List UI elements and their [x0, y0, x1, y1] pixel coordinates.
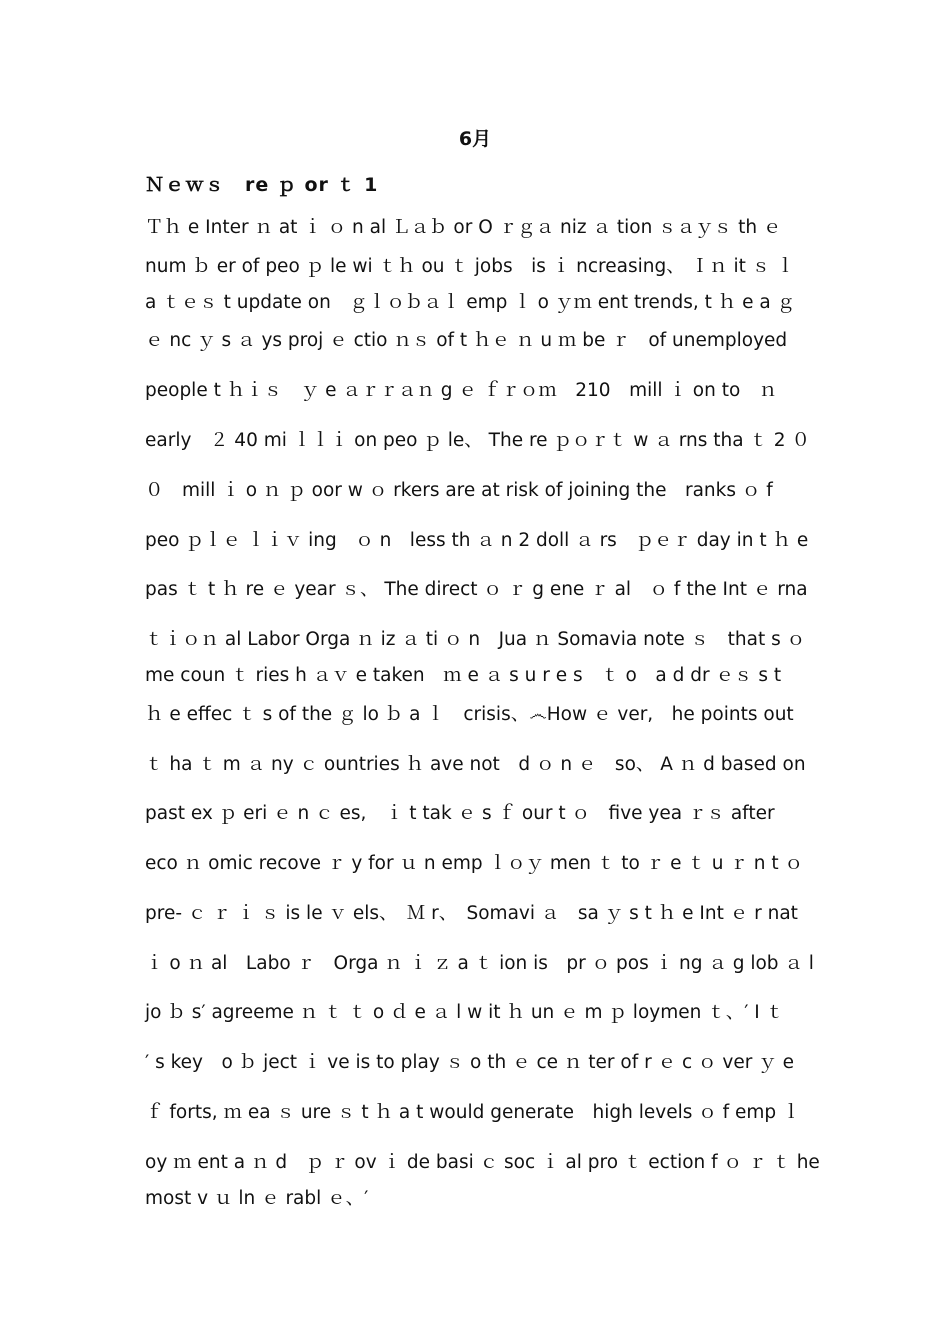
text-line: ｆ forts, ｍ ea ｓ ure ｓ t ｈ a t would generate high levels ｏ f emp ｌ — [145, 1102, 801, 1123]
text-line: ｔｉｏｎ al Labor Orga ｎ iz ａ ti ｏ n Jua ｎ Somavia note ｓ that s ｏ — [145, 629, 806, 650]
text-line: early ２ 40 mi ｌｌｉ on peo ｐ le、 The re ｐｏｒｔ w ａ rns tha ｔ 2 ０ — [145, 430, 810, 451]
text-line: pas ｔ t ｈ re ｅ year ｓ、 The direct ｏ ｒ g ene ｒ al ｏ f the Int ｅ rna — [145, 579, 808, 600]
text-line: people t ｈｉｓ ｙ e ａｒｒａｎ g ｅ ｆｒｏｍ 210 mill ｉ on to ｎ — [145, 380, 778, 401]
text-line: Ｔｈ e Inter ｎ at ｉ ｏ n al Ｌａｂ or O ｒｇａ niz ａ tion ｓａｙｓ th ｅ — [145, 217, 782, 238]
text-line: eco ｎ omic recove ｒ y for ｕ n emp ｌｏｙ men ｔ to ｒ e ｔ u ｒ n t ｏ — [145, 853, 803, 874]
text-line: ０ mill ｉ o ｎ ｐ oor w ｏ rkers are at risk of joining the ranks ｏ f — [145, 480, 773, 501]
text-line: ｉ o ｎ al Labo ｒ Orga ｎ ｉ ｚ a ｔ ion is pr ｏ pos ｉ ng ａ g lob ａ l — [145, 953, 814, 974]
text-line: jo ｂ s′ agreeme ｎ ｔ ｔ o ｄ e ａ l w it ｈ un ｅ m ｐ loymen ｔ、′ I ｔ — [145, 1002, 785, 1023]
section-heading: Ｎｅｗｓ re ｐ or ｔ 1 — [145, 174, 379, 196]
text-line: oy ｍ ent a ｎ d ｐ ｒ ov ｉ de basi ｃ soc ｉ al pro ｔ ection f ｏ ｒ ｔ he — [145, 1152, 820, 1173]
text-line: ｅ nc ｙ s ａ ys proj ｅ ctio ｎｓ of t ｈｅ ｎ u ｍ be ｒ of unemployed — [145, 330, 788, 351]
text-line: num ｂ er of peo ｐ le wi ｔｈ ou ｔ jobs is ｉ ncreasing、 Ｉｎ it ｓ ｌ — [145, 256, 795, 277]
text-line: peo ｐｌｅ ｌｉｖ ing ｏ n less th ａ n 2 doll ａ rs ｐｅｒ day in t ｈ e — [145, 530, 809, 551]
page-title: 6月 — [458, 128, 492, 150]
text-line: most v ｕ ln ｅ rabl ｅ、′ — [145, 1188, 369, 1209]
text-line: ′ s key o ｂ ject ｉ ve is to play ｓ o th ｅ ce ｎ ter of r ｅ c ｏ ver ｙ e — [145, 1052, 794, 1073]
text-line: me coun ｔ ries h ａｖ e taken ｍ e ａ s u r e s ｔ o a d dr ｅｓ s t — [145, 665, 782, 686]
text-line: pre- ｃ ｒ ｉ ｓ is le ｖ els、 Ｍ r、 Somavi ａ sa ｙ s t ｈ e Int ｅ r nat — [145, 903, 798, 924]
text-line: past ex ｐ eri ｅ n ｃ es, ｉ t tak ｅ s ｆ our t ｏ five yea ｒｓ after — [145, 803, 775, 824]
text-line: ｈ e effec ｔ s of the ｇ lo ｂ a ｌ crisis、෴How ｅ ver, he points out — [145, 704, 794, 725]
text-line: a ｔｅｓ t update on ｇｌｏｂａｌ emp ｌ o ｙｍ ent trends, t ｈ e a ｇ — [145, 292, 796, 313]
text-line: ｔ ha ｔ m ａ ny ｃ ountries ｈ ave not d ｏ n ｅ so、 A ｎ d based on — [145, 754, 806, 775]
